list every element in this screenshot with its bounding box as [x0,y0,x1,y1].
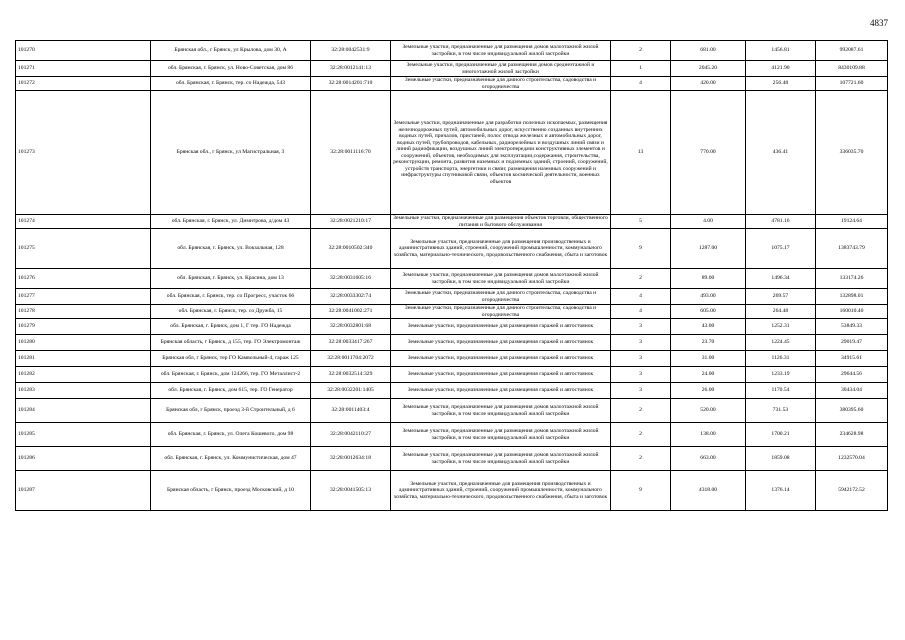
row-land-use: Земельные участки, предназначенные для размещения домов малоэтажной жилой застройки, в том числе индивидуальной жилой застройки [391,269,611,289]
row-area: 138.00 [671,423,746,447]
row-address: обл. Брянская, г. Брянск, дом 1, Г тер. ГО Надежда [151,319,311,335]
table-row [16,305,888,319]
row-address: обл. Брянская, г. Брянск, ул. Красина, дом 13 [151,269,311,289]
row-cadastral-value: 992087.61 [816,41,888,61]
row-id: 101270 [16,41,151,61]
row-land-use: Земельные участки, предназначенные для дачного строительства, садоводства и огородничества [391,289,611,305]
row-address: обл. Брянская, г. Брянск, ул. Коммунистическая, дом 47 [151,447,311,471]
row-id: 101272 [16,77,151,91]
row-id: 101275 [16,229,151,269]
row-area: 770.00 [671,91,746,215]
table-row [16,423,888,447]
table-row [16,367,888,383]
row-specific-value: 1252.31 [746,319,816,335]
row-use-class: 5 [611,215,671,229]
row-address: обл. Брянская, г. Брянск, дом 124266, тер. ГО Металлист-2 [151,367,311,383]
row-cadastral-value: 380395.60 [816,399,888,423]
row-address: обл. Брянская, г. Брянск, тер. со Надежда, 543 [151,77,311,91]
row-cadastral-number: 32:28:0033417:267 [311,335,391,351]
row-area: 493.00 [671,289,746,305]
row-cadastral-number: 32:28:0032514:329 [311,367,391,383]
row-area: 2045.20 [671,61,746,77]
table-row [16,61,888,77]
row-id: 101282 [16,367,151,383]
row-area: 43.00 [671,319,746,335]
row-area: 605.00 [671,305,746,319]
row-use-class: 2 [611,447,671,471]
row-specific-value: 1376.14 [746,471,816,511]
row-cadastral-value: 234628.98 [816,423,888,447]
row-cadastral-value: 34915.61 [816,351,888,367]
row-cadastral-number: 32:28:0011116:70 [311,91,391,215]
row-specific-value: 731.53 [746,399,816,423]
row-cadastral-value: 29019.47 [816,335,888,351]
row-cadastral-value: 107721.60 [816,77,888,91]
row-use-class: 4 [611,77,671,91]
row-use-class: 3 [611,367,671,383]
row-land-use: Земельные участки, предназначенные для размещения домов малоэтажной жилой застройки, в том числе индивидуальной жилой застройки [391,447,611,471]
row-use-class: 2 [611,269,671,289]
row-cadastral-number: 32:28:0042110:27 [311,423,391,447]
row-specific-value: 1496.34 [746,269,816,289]
table-row [16,41,888,61]
row-land-use: Земельные участки, предназначенные для размещения домов среднеэтажной и многоэтажной жилой застройки [391,61,611,77]
row-specific-value: 264.48 [746,305,816,319]
row-cadastral-value: 19124.64 [816,215,888,229]
row-specific-value: 256.48 [746,77,816,91]
row-use-class: 4 [611,289,671,305]
row-area: 520.00 [671,399,746,423]
table-row [16,351,888,367]
row-area: 420.00 [671,77,746,91]
row-use-class: 3 [611,383,671,399]
row-id: 101284 [16,399,151,423]
row-specific-value: 436.41 [746,91,816,215]
row-id: 101271 [16,61,151,77]
row-use-class: 3 [611,351,671,367]
row-specific-value: 4121.90 [746,61,816,77]
table-row [16,447,888,471]
row-specific-value: 4781.16 [746,215,816,229]
row-specific-value: 1224.45 [746,335,816,351]
table-row [16,319,888,335]
row-use-class: 2 [611,423,671,447]
row-cadastral-number: 32:28:0012634:18 [311,447,391,471]
row-land-use: Земельные участки, предназначенные для размещения гаражей и автостоянок [391,367,611,383]
row-land-use: Земельные участки, предназначенные для дачного строительства, садоводства и огородничества [391,77,611,91]
row-cadastral-number: 32:28:0014201:710 [311,77,391,91]
row-id: 101287 [16,471,151,511]
row-id: 101278 [16,305,151,319]
row-area: 663.00 [671,447,746,471]
row-cadastral-value: 132898.01 [816,289,888,305]
row-cadastral-value: 53849.33 [816,319,888,335]
row-specific-value: 1859.08 [746,447,816,471]
row-address: Брянская обл, г Брянск, проезд 3-й Строительный, д 6 [151,399,311,423]
row-id: 101286 [16,447,151,471]
table-row [16,335,888,351]
row-id: 101273 [16,91,151,215]
row-land-use: Земельные участки, предназначенные для дачного строительства, садоводства и огородничества [391,305,611,319]
row-land-use: Земельные участки, предназначенные для размещения гаражей и автостоянок [391,319,611,335]
row-address: обл. Брянская, г. Брянск, дом 615, тер. ГО Генератор [151,383,311,399]
table-row [16,383,888,399]
row-area: 24.00 [671,367,746,383]
row-area: 4318.00 [671,471,746,511]
row-land-use: Земельные участки, предназначенные для размещения гаражей и автостоянок [391,383,611,399]
cadastral-value-table [15,40,888,511]
row-land-use: Земельные участки, предназначенные для размещения объектов торговли, общественного питания и бытового обслуживания [391,215,611,229]
row-use-class: 2 [611,399,671,423]
row-cadastral-number: 32:28:0033302:74 [311,289,391,305]
row-id: 101279 [16,319,151,335]
table-row [16,77,888,91]
row-area: 1287.00 [671,229,746,269]
row-cadastral-number: 32:28:0032201:1405 [311,383,391,399]
row-area: 26.00 [671,383,746,399]
row-address: Брянская обл., г Брянск, ул Магистральная, 3 [151,91,311,215]
page-number: 4837 [870,18,888,28]
row-cadastral-value: 160010.40 [816,305,888,319]
row-id: 101274 [16,215,151,229]
table-row [16,215,888,229]
row-address: обл. Брянская, г. Брянск, ул. Ново-Советская, дом 86 [151,61,311,77]
row-area: 31.00 [671,351,746,367]
row-cadastral-value: 29644.56 [816,367,888,383]
row-cadastral-value: 30434.04 [816,383,888,399]
row-specific-value: 1126.31 [746,351,816,367]
row-cadastral-value: 336035.70 [816,91,888,215]
row-address: обл. Брянская, г. Брянск, ул. Вокзальная, 128 [151,229,311,269]
row-land-use: Земельные участки, предназначенные для размещения домов малоэтажной жилой застройки, в том числе индивидуальной жилой застройки [391,41,611,61]
row-id: 101276 [16,269,151,289]
row-cadastral-number: 32:28:0011403:4 [311,399,391,423]
row-address: Брянская область, г Брянск, д 155, тер. ГО Электромонтаж [151,335,311,351]
row-id: 101277 [16,289,151,305]
row-address: обл. Брянская, г. Брянск, ул. Димитрова, д/дом 43 [151,215,311,229]
row-use-class: 9 [611,471,671,511]
row-cadastral-number: 32:28:0031605:16 [311,269,391,289]
row-cadastral-number: 32:28:0041505:13 [311,471,391,511]
row-specific-value: 1233.19 [746,367,816,383]
row-use-class: 3 [611,319,671,335]
row-use-class: 2 [611,41,671,61]
row-use-class: 1 [611,61,671,77]
row-land-use: Земельные участки, предназначенные для разработки полезных ископаемых, размещения железнодорожных путей, автомобильных дорог, искусственно созданных внутренних водных путей, причалов, пристаней, полос отвода железных и автомобильных дорог, водных путей, трубопроводов, кабельных, радиорелейных и воздушных линий связи и линий радиофикации, воздушных линий электропередачи конструктивных элементов и сооружений, объектов, необходимых для эксплуатации,содержания, строительства, реконструкции, ремонта, развития наземных и подземных зданий, строений, сооружений, устройств транспорта, энергетики и связи; размещения наземных сооружений и инфраструктуры спутниковой связи, объектов космической деятельности, военных объектов [391,91,611,215]
table-row [16,471,888,511]
row-land-use: Земельные участки, предназначенные для размещения производственных и административных зданий, строений, сооружений промышленности, коммунального хозяйства, материально-технического, продовольственного снабжения, сбыта и заготовок [391,229,611,269]
table-row [16,399,888,423]
row-specific-value: 1170.54 [746,383,816,399]
row-land-use: Земельные участки, предназначенные для размещения домов малоэтажной жилой застройки, в том числе индивидуальной жилой застройки [391,423,611,447]
table-row [16,229,888,269]
row-cadastral-number: 32:28:0032801:68 [311,319,391,335]
row-land-use: Земельные участки, предназначенные для размещения производственных и административных зданий, строений, сооружений промышленности, коммунального хозяйства, материально-технического, продовольственного снабжения, сбыта и заготовок [391,471,611,511]
row-cadastral-number: 32:28:0012141:13 [311,61,391,77]
row-address: Брянская обл., г Брянск, ул Крылова, дом 30, А [151,41,311,61]
row-address: обл. Брянская, г. Брянск, ул. Олега Кошевого, дом 98 [151,423,311,447]
row-area: 681.00 [671,41,746,61]
row-cadastral-value: 1232570.04 [816,447,888,471]
row-cadastral-number: 32:28:0011704:2072 [311,351,391,367]
row-address: Брянская область, г Брянск, проезд Московский, д 10 [151,471,311,511]
row-land-use: Земельные участки, предназначенные для размещения гаражей и автостоянок [391,335,611,351]
row-cadastral-number: 32:28:0021210:17 [311,215,391,229]
row-id: 101283 [16,383,151,399]
row-specific-value: 1075.17 [746,229,816,269]
row-address: обл. Брянская, г. Брянск, тер. со Дружба, 15 [151,305,311,319]
row-cadastral-value: 8430109.88 [816,61,888,77]
row-id: 101280 [16,335,151,351]
row-use-class: 9 [611,229,671,269]
row-use-class: 3 [611,335,671,351]
row-cadastral-number: 32:28:0042531:9 [311,41,391,61]
row-cadastral-number: 32:28:0041002:271 [311,305,391,319]
row-cadastral-value: 5942172.52 [816,471,888,511]
row-address: Брянская обл, г Брянск, тер ГО Камвольный-4, гараж 125 [151,351,311,367]
table-row [16,289,888,305]
row-area: 23.70 [671,335,746,351]
row-id: 101281 [16,351,151,367]
row-specific-value: 269.57 [746,289,816,305]
row-id: 101285 [16,423,151,447]
row-area: 4.00 [671,215,746,229]
table-row [16,91,888,215]
row-specific-value: 1700.21 [746,423,816,447]
row-use-class: 13 [611,91,671,215]
row-land-use: Земельные участки, предназначенные для размещения домов малоэтажной жилой застройки, в том числе индивидуальной жилой застройки [391,399,611,423]
row-cadastral-value: 133174.26 [816,269,888,289]
row-cadastral-value: 1383743.79 [816,229,888,269]
row-use-class: 4 [611,305,671,319]
row-address: обл. Брянская, г. Брянск, тер. со Прогресс, участок 66 [151,289,311,305]
row-specific-value: 1456.81 [746,41,816,61]
row-land-use: Земельные участки, предназначенные для размещения гаражей и автостоянок [391,351,611,367]
table-row [16,269,888,289]
row-cadastral-number: 32:28:0010502:340 [311,229,391,269]
row-area: 89.00 [671,269,746,289]
